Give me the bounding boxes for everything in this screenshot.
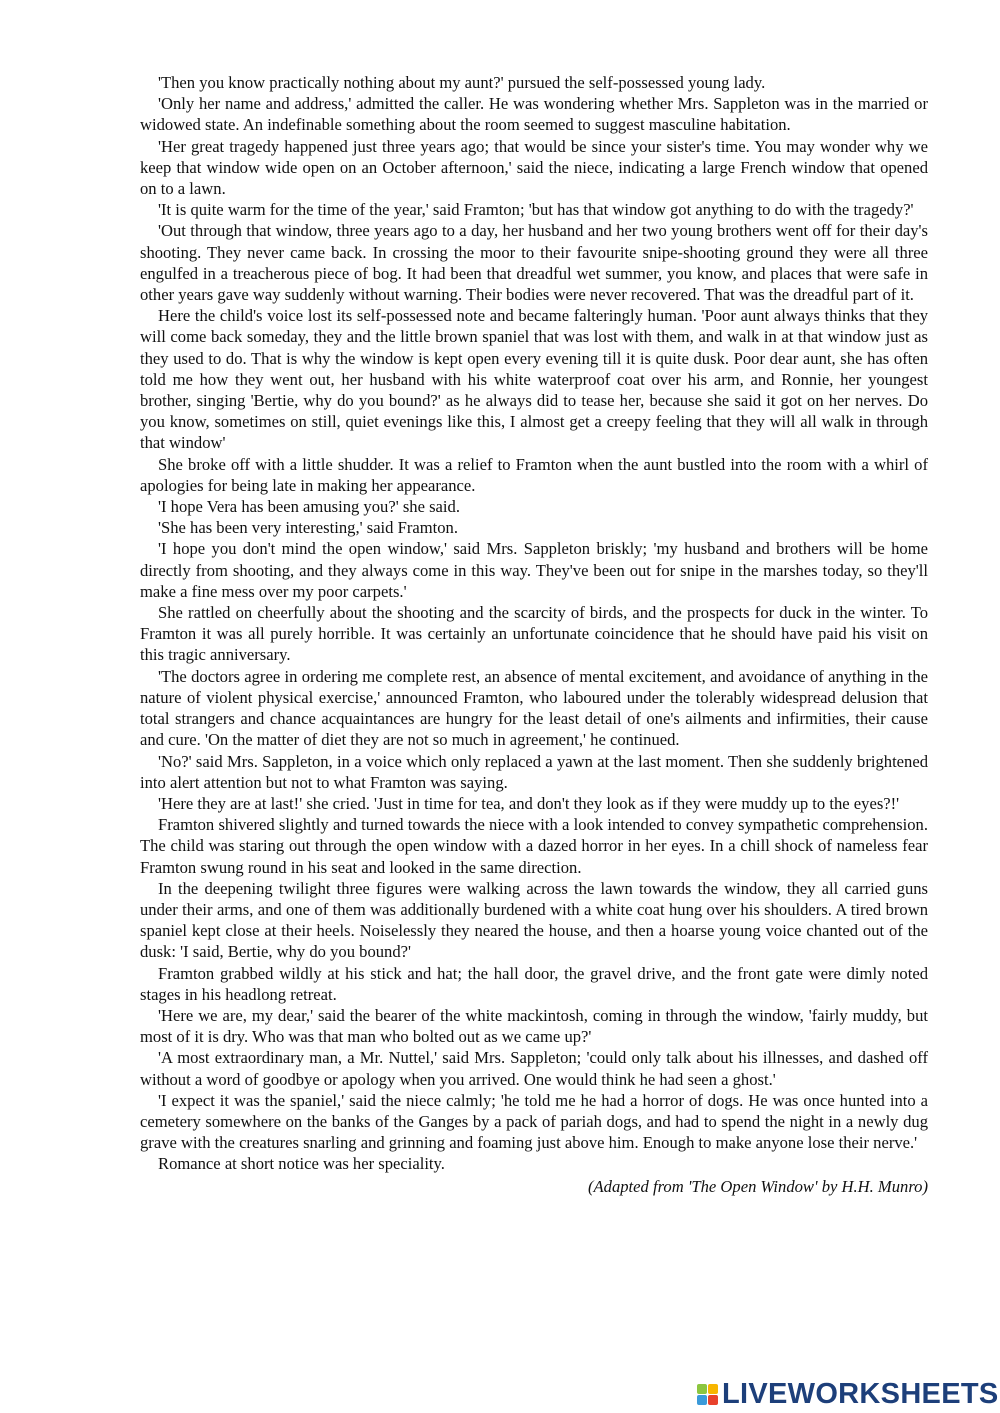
paragraph: She broke off with a little shudder. It was a relief to Framton when the aunt bustled into the room with a whirl of apologies for being late in making her appearance.	[140, 454, 928, 495]
paragraph: 'Here they are at last!' she cried. 'Just in time for tea, and don't they look as if they were muddy up to the eyes?!'	[158, 793, 900, 813]
paragraph: Romance at short notice was her speciality.	[158, 1154, 445, 1174]
paragraph: 'Here we are, my dear,' said the bearer of the white mackintosh, coming in through the window, 'fairly muddy, but most of it is dry. Who was that man who bolted out as we came up?'	[140, 1005, 928, 1047]
paragraph: 'She has been very interesting,' said Framton.	[158, 518, 458, 538]
paragraph: Framton shivered slightly and turned towards the niece with a look intended to convey sympathetic comprehension. The child was staring out through the open window with a dazed horror in her eyes. In a chill shock of nameless fear Framton swung round in his seat and looked in the same direction.	[140, 815, 928, 877]
paragraph: 'I hope you don't mind the open window,' said Mrs. Sappleton briskly; 'my husband and brothers will be home directly from shooting, and they always come in this way. They've been out for snipe in the marshes today, so they'll make a fine mess over my poor carpets.'	[140, 539, 928, 601]
paragraph: 'No?' said Mrs. Sappleton, in a voice which only replaced a yawn at the last moment. Then she suddenly brightened into alert attention but not to what Framton was saying.	[140, 751, 928, 792]
paragraph: Here the child's voice lost its self-possessed note and became falteringly human. 'Poor aunt always thinks that they will come back someday, they and the little brown spaniel that was lost with them, and walk in at that window just as they used to do. That is why the window is kept open every evening till it is quite dusk. Poor dear aunt, she has often told me how they went out, her husband with his white waterproof coat over his arm, and Ronnie, her youngest brother, singing 'Bertie, why do you bound?' as he always did to tease her, because she said it got on her nerves. Do you know, sometimes on still, quiet evenings like this, I almost get a creepy feeling that they will all walk in through that window'	[140, 306, 928, 453]
paragraph: 'A most extraordinary man, a Mr. Nuttel,' said Mrs. Sappleton; 'could only talk about his illnesses, and dashed off without a word of goodbye or apology when you arrived. One would think he had seen a ghost.'	[140, 1048, 928, 1089]
paragraph: 'The doctors agree in ordering me complete rest, an absence of mental excitement, and avoidance of anything in the nature of violent physical exercise,' announced Framton, who laboured under the tolerably widespread delusion that total strangers and chance acquaintances are hungry for the least detail of one's ailments and infirmities, their cause and cure. 'On the matter of diet they are not so much in agreement,' he continued.	[140, 666, 928, 750]
paragraph: Framton grabbed wildly at his stick and hat; the hall door, the gravel drive, and the front gate were dimly noted stages in his headlong retreat.	[140, 963, 928, 1004]
paragraph: In the deepening twilight three figures were walking across the lawn towards the window, they all carried guns under their arms, and one of them was additionally burdened with a white coat hung over his shoulders. A tired brown spaniel kept close at their heels. Noiselessly they neared the house, and then a hoarse young voice chanted out of the dusk: 'I said, Bertie, why do you bound?'	[140, 878, 928, 962]
paragraph: 'Then you know practically nothing about my aunt?' pursued the self-possessed young lady.	[158, 73, 766, 92]
paragraph: She rattled on cheerfully about the shooting and the scarcity of birds, and the prospects for duck in the winter. To Framton it was all purely horrible. It was certainly an unfortunate coincidence that he should have paid his visit on this tragic anniversary.	[140, 603, 928, 665]
logo-block	[708, 1395, 718, 1405]
logo-block	[697, 1395, 707, 1405]
source-credit: (Adapted from 'The Open Window' by H.H. Munro)	[587, 1176, 928, 1196]
paragraph: 'Only her name and address,' admitted the caller. He was wondering whether Mrs. Sappleton was in the married or widowed state. An indefinable something about the room seemed to suggest masculine habitation.	[140, 94, 928, 135]
logo-block	[697, 1384, 707, 1394]
paragraph: 'Out through that window, three years ago to a day, her husband and her two young brothers went off for their day's shooting. They never came back. In crossing the moor to their favourite snipe-shooting ground they were all three engulfed in a treacherous piece of bog. It had been that dreadful wet summer, you know, and places that were safe in other years gave way suddenly without warning. Their bodies were never recovered. That was the dreadful part of it.	[140, 221, 928, 305]
paragraph: 'I hope Vera has been amusing you?' she said.	[158, 497, 460, 517]
paragraph: 'Her great tragedy happened just three years ago; that would be since your sister's time. You may wonder why we keep that window wide open on an October afternoon,' said the niece, indicating a large French window that opened on to a lawn.	[140, 136, 928, 199]
story-text	[140, 72, 928, 1197]
liveworksheets-logo	[697, 1378, 999, 1411]
live-blocks-icon	[697, 1384, 718, 1405]
logo-block	[708, 1384, 718, 1394]
paragraph: 'I expect it was the spaniel,' said the niece calmly; 'he told me he had a horror of dogs. He was once hunted into a cemetery somewhere on the banks of the Ganges by a pack of pariah dogs, and had to spend the night in a newly dug grave with the creatures snarling and grinning and foaming just above him. Enough to make anyone lose their nerve.'	[140, 1090, 928, 1153]
logo-text: LIVEWORKSHEETS	[722, 1378, 999, 1410]
paragraph: 'It is quite warm for the time of the year,' said Framton; 'but has that window got anything to do with the tragedy?'	[158, 200, 914, 220]
